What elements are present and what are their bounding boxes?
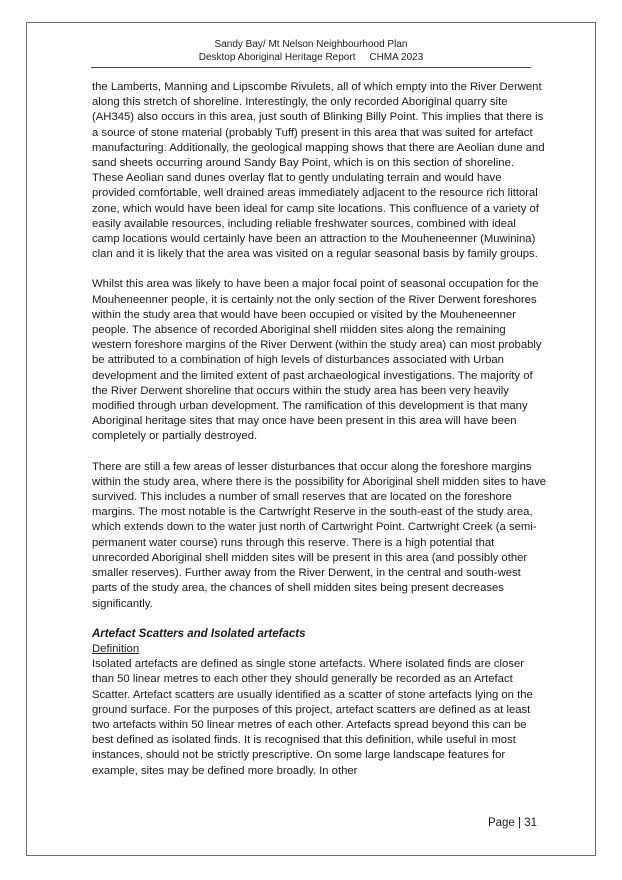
section-subheading: Definition	[92, 642, 140, 655]
body-paragraph-4: Isolated artefacts are defined as single stone artefacts. Where isolated finds are closer than 50 linear metres to each other they should generally be recorded as an Artefact Scatter. Artefact scatters are usually identified as a scatter of stone artefacts lying on the ground surface. For the purposes of this project, artefact scatters are defined as at least two artefacts within 50 linear metres of each other. Artefacts spread beyond this can be best defined as isolated finds. It is recognised that this definition, while useful in most instances, should not be strictly prescriptive. On some large landscape features for example, sites may be defined more broadly. In other	[92, 658, 533, 777]
body-paragraph-1: the Lamberts, Manning and Lipscombe Rivulets, all of which empty into the River Derwent along this stretch of shoreline. Interestingly, the only recorded Aboriginal quarry site (AH345) also occurs in this area, just south of Blinking Billy Point. This implies that there is a source of stone material (probably Tuff) present in this area that was suited for artefact manufacturing. Additionally, the geological mapping shows that there are Aeolian dune and sand sheets occurring around Sandy Bay Point, which is on this section of shoreline. These Aeolian sand dunes overlay flat to gently undulating terrain and would have provided comfortable, well drained areas immediately adjacent to the resource rich littoral zone, which would have been ideal for camp site locations. This confluence of a variety of easily available resources, including reliable freshwater sources, combined with ideal camp locations would certainly have been an attraction to the Mouheneenner (Muwinina) clan and it is likely that the area was visited on a regular seasonal basis by family groups.	[92, 81, 545, 261]
body-paragraph-2: Whilst this area was likely to have been a major focal point of seasonal occupation for the Mouheneenner people, it is certainly not the only section of the River Derwent foreshores within the study area that would have been occupied or visited by the Mouheneenner people. The absence of recorded Aboriginal shell midden sites along the remaining western foreshore margins of the River Derwent (within the study area) can most probably be attributed to a combination of high levels of disturbances associated with Urban development and the limited extent of past archaeological investigations. The majority of the River Derwent shoreline that occurs within the study area has been very heavily modified through urban development. The ramification of this development is that many Aboriginal heritage sites that may once have been present in this area will have been completely or partially destroyed.	[92, 278, 542, 443]
body-paragraph-3: There are still a few areas of lesser disturbances that occur along the foreshore margins within the study area, where there is the possibility for Aboriginal shell midden sites to have survived. This includes a number of small reserves that are located on the foreshore margins. The most notable is the Cartwright Reserve in the south-east of the study area, which extends down to the water just north of Cartwright Point. Cartwright Creek (a semi-permanent water course) runs through this reserve. There is a high potential that unrecorded Aboriginal shell midden sites will be present in this area (and possibly other smaller reserves). Further away from the River Derwent, in the central and south-west parts of the study area, the chances of shell midden sites being present decreases significantly.	[92, 460, 546, 610]
header-divider	[91, 67, 531, 68]
page-body	[92, 80, 546, 779]
header-title: Sandy Bay/ Mt Nelson Neighbourhood Plan	[214, 39, 408, 50]
header-subtitle: Desktop Aboriginal Heritage Report CHMA 2023	[198, 51, 424, 63]
page-header	[27, 39, 595, 64]
document-page	[26, 22, 596, 856]
section-heading: Artefact Scatters and Isolated artefacts	[92, 627, 306, 640]
page-number: Page | 31	[487, 817, 537, 829]
